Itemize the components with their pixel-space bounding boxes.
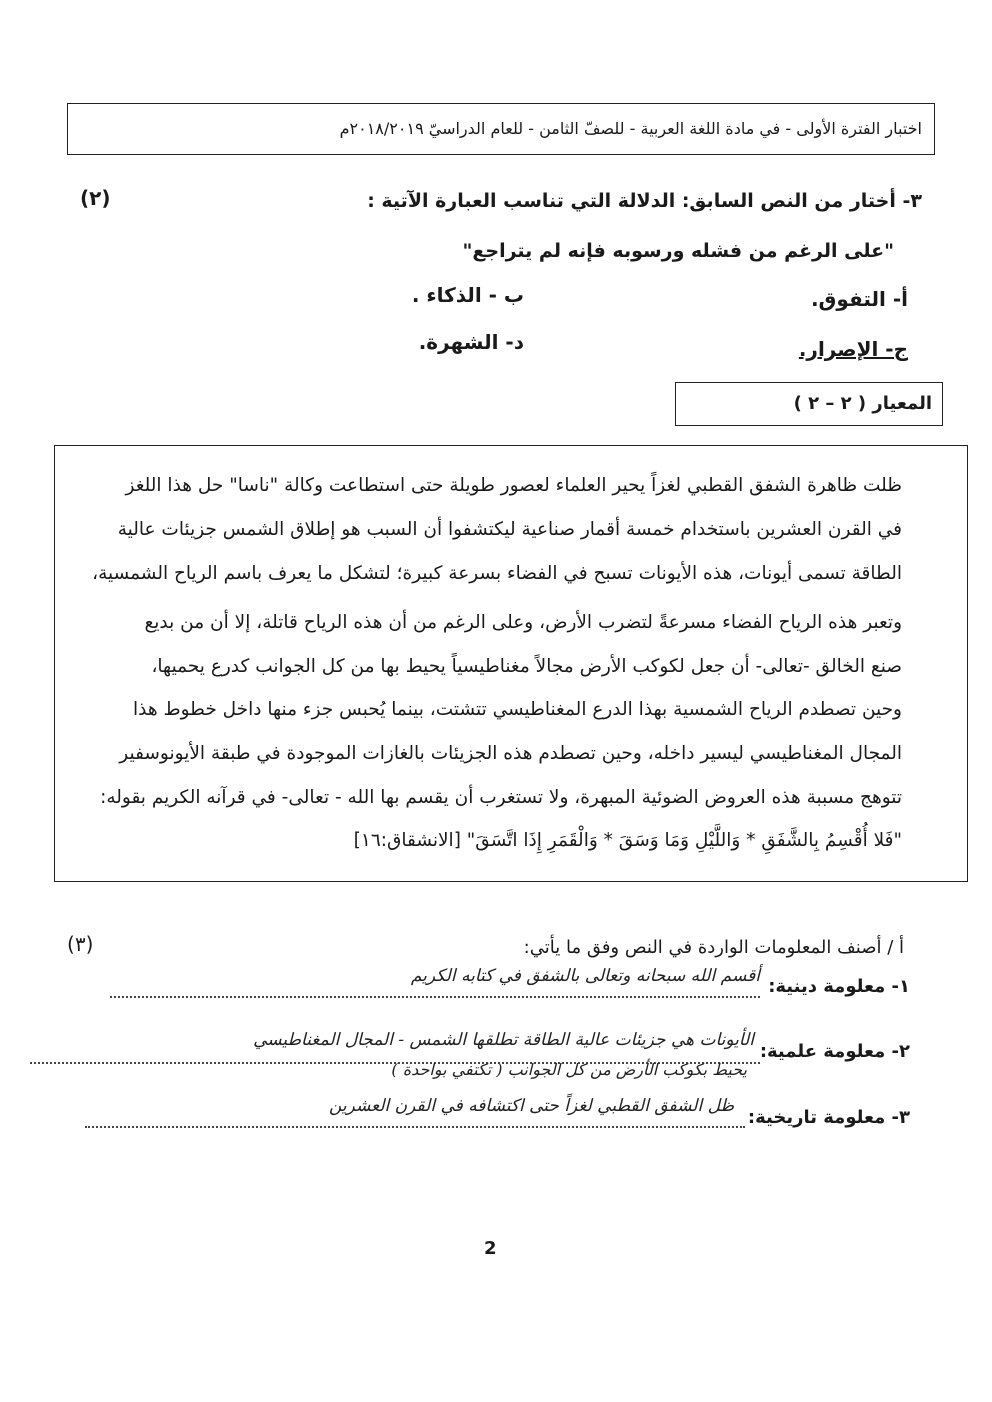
option-b: ب - الذكاء .: [411, 283, 524, 307]
option-d: د- الشهرة.: [418, 330, 524, 354]
passage-line: تتوهج مسببة هذه العروض الضوئية المبهرة، ولا تستغرب أن يقسم بها الله - تعالى- في قرآنه الكريم بقوله:: [100, 787, 902, 808]
item-3-handwritten-answer: ظل الشفق القطبي لغزاً حتى اكتشافه في القرن العشرين: [328, 1096, 734, 1116]
item-1-handwritten-answer: أقسم الله سبحانه وتعالى بالشفق في كتابه الكريم: [410, 966, 760, 986]
question-3-quote: "على الرغم من فشله ورسوبه فإنه لم يتراجع": [462, 240, 894, 262]
criteria-box: [675, 382, 943, 426]
item-2-handwritten-answer: الأيونات هي جزيئات عالية الطاقة تطلقها الشمس - المجال المغناطيسي: [253, 1030, 754, 1050]
question-3-mark: (٢): [80, 186, 111, 210]
passage-line: المجال المغناطيسي ليسير داخله، وحين تصطدم هذه الجزيئات بالغازات الموجودة في طبقة الأيونوسفير: [119, 743, 902, 764]
exam-header-box: [67, 103, 935, 155]
question-3-title: ٣- أختار من النص السابق: الدلالة التي تناسب العبارة الآتية :: [367, 190, 922, 212]
item-2-handwritten-answer-cont: يحيط بكوكب الأرض من كل الجوانب ( تكتفي بواحدة ): [391, 1060, 747, 1079]
item-1-answer-line: [110, 996, 760, 998]
item-1-label: ١- معلومة دينية:: [768, 976, 910, 997]
option-c: ج- الإصرار.: [798, 337, 908, 361]
passage-line: الطاقة تسمى أيونات، هذه الأيونات تسبح في الفضاء بسرعة كبيرة؛ لتشكل ما يعرف باسم الرياح الشمسية،: [92, 563, 902, 584]
criteria-label: المعيار ( ٢ – ٢ ): [793, 393, 932, 414]
section-a-mark: (٣): [67, 932, 94, 956]
passage-line: ظلت ظاهرة الشفق القطبي لغزاً يحير العلماء لعصور طويلة حتى استطاعت وكالة "ناسا" حل هذا اللغز: [125, 475, 902, 496]
passage-line: وحين تصطدم الرياح الشمسية بهذا الدرع المغناطيسي تتشتت، بينما يُحبس جزء منها داخل خطوط هذا: [133, 699, 902, 720]
item-3-label: ٣- معلومة تاريخية:: [747, 1107, 910, 1128]
passage-line: صنع الخالق -تعالى- أن جعل لكوكب الأرض مجالاً مغناطيسياً يحيط بها من كل الجوانب كدرع يحميها،: [151, 656, 902, 677]
item-3-answer-line: [85, 1126, 745, 1128]
passage-line: في القرن العشرين باستخدام خمسة أقمار صناعية ليكتشفوا أن السبب هو إطلاق الشمس جزيئات عالية: [117, 519, 902, 540]
exam-header-title: اختبار الفترة الأولى - في مادة اللغة العربية - للصفّ الثامن - للعام الدراسيّ ٢٠١٨/٢٠١٩م: [339, 119, 922, 138]
option-a: أ- التفوق.: [810, 287, 908, 311]
passage-line: وتعبر هذه الرياح الفضاء مسرعةً لتضرب الأرض، وعلى الرغم من أن هذه الرياح قاتلة، إلا أن من بديع: [144, 612, 902, 633]
section-a-title: أ / أصنف المعلومات الواردة في النص وفق ما يأتي:: [523, 937, 904, 958]
passage-quran-verse: "فَلا أُقْسِمُ بِالشَّفَقِ * وَاللَّيْلِ وَمَا وَسَقَ * وَالْقَمَرِ إِذَا اتَّسَقَ" [الانشقاق:١٦]: [353, 830, 902, 851]
page-number: 2: [484, 1238, 497, 1259]
item-2-label: ٢- معلومة علمية:: [759, 1041, 910, 1062]
